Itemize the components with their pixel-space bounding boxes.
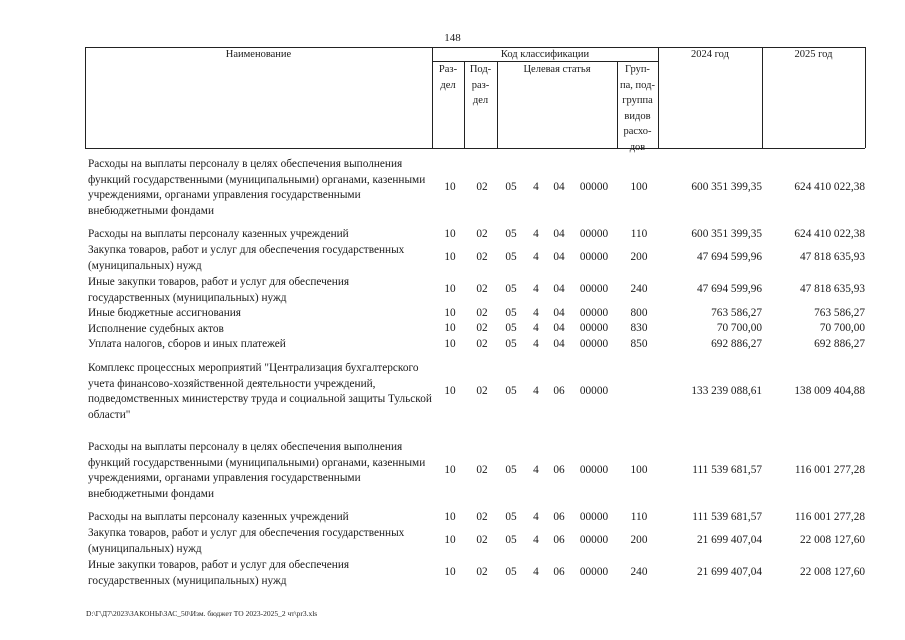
row-podrazdel: 02 [476, 251, 488, 263]
row-t2: 4 [533, 385, 539, 397]
row-t1: 05 [505, 228, 517, 240]
row-group: 200 [630, 251, 648, 263]
header-podrazdel: Под- раз- дел [469, 64, 492, 106]
header-razdel: Раз- дел [438, 64, 458, 91]
row-name: Закупка товаров, работ и услуг для обеспечения государственных (муниципальных) нужд [88, 527, 405, 555]
row-t2: 4 [533, 181, 539, 193]
row-razdel: 10 [444, 338, 456, 350]
row-y2024: 600 351 399,35 [691, 228, 762, 240]
row-t2: 4 [533, 322, 539, 334]
row-y2024: 133 239 088,61 [691, 385, 762, 397]
row-t1: 05 [505, 566, 517, 578]
row-podrazdel: 02 [476, 307, 488, 319]
header-code: Код классификации [500, 49, 590, 60]
row-razdel: 10 [444, 283, 456, 295]
row-t4: 00000 [579, 338, 609, 350]
row-name: Закупка товаров, работ и услуг для обеспечения государственных (муниципальных) нужд [88, 244, 405, 272]
row-t4: 00000 [579, 283, 609, 295]
row-t3: 04 [553, 322, 565, 334]
row-y2025: 47 818 635,93 [800, 283, 865, 295]
row-t1: 05 [505, 322, 517, 334]
row-podrazdel: 02 [476, 338, 488, 350]
row-y2024: 70 700,00 [716, 322, 762, 334]
row-name: Иные закупки товаров, работ и услуг для обеспечения государственных (муниципальных) нужд [88, 559, 350, 587]
row-t2: 4 [533, 338, 539, 350]
row-podrazdel: 02 [476, 228, 488, 240]
row-podrazdel: 02 [476, 511, 488, 523]
row-t1: 05 [505, 251, 517, 263]
row-t3: 04 [553, 228, 565, 240]
row-t1: 05 [505, 181, 517, 193]
row-podrazdel: 02 [476, 385, 488, 397]
row-group: 100 [630, 181, 648, 193]
row-y2025: 692 886,27 [814, 338, 865, 350]
row-t4: 00000 [579, 322, 609, 334]
row-name: Расходы на выплаты персоналу казенных учреждений [88, 511, 349, 523]
row-t3: 06 [553, 464, 565, 476]
row-podrazdel: 02 [476, 534, 488, 546]
row-razdel: 10 [444, 511, 456, 523]
row-t4: 00000 [579, 566, 609, 578]
row-t4: 00000 [579, 307, 609, 319]
header-2024: 2024 год [691, 49, 729, 60]
row-t4: 00000 [579, 511, 609, 523]
row-podrazdel: 02 [476, 283, 488, 295]
row-t3: 06 [553, 385, 565, 397]
row-name: Расходы на выплаты персоналу в целях обеспечения выполнения функций государственными (муниципальными) органами, казенными учреждениями, органами управления государственными внебюджетными фондами [88, 158, 426, 217]
row-t1: 05 [505, 283, 517, 295]
row-name: Исполнение судебных актов [88, 323, 224, 335]
row-t3: 04 [553, 251, 565, 263]
row-y2025: 116 001 277,28 [794, 511, 865, 523]
row-t4: 00000 [579, 385, 609, 397]
row-y2025: 763 586,27 [814, 307, 865, 319]
row-razdel: 10 [444, 534, 456, 546]
row-y2025: 138 009 404,88 [794, 385, 865, 397]
row-name: Расходы на выплаты персоналу казенных учреждений [88, 228, 349, 240]
row-y2024: 47 694 599,96 [697, 251, 762, 263]
row-group: 110 [630, 511, 648, 523]
row-y2024: 111 539 681,57 [692, 464, 762, 476]
file-path-footer: D:\Г\Д7\2023\ЗАКОНЫ\ЗАС_50\Изм. бюджет ТО 2023-2025_2 чт\pr3.xls [86, 609, 318, 618]
row-t4: 00000 [579, 534, 609, 546]
row-name: Расходы на выплаты персоналу в целях обеспечения выполнения функций государственными (муниципальными) органами, казенными учреждениями, органами управления государственными внебюджетными фондами [88, 441, 426, 500]
row-y2025: 624 410 022,38 [794, 181, 865, 193]
row-name: Уплата налогов, сборов и иных платежей [88, 338, 286, 350]
row-t1: 05 [505, 464, 517, 476]
row-group: 850 [630, 338, 648, 350]
row-t1: 05 [505, 385, 517, 397]
row-razdel: 10 [444, 251, 456, 263]
row-t2: 4 [533, 228, 539, 240]
row-t3: 04 [553, 181, 565, 193]
header-2025: 2025 год [794, 49, 833, 60]
row-t4: 00000 [579, 251, 609, 263]
row-t3: 04 [553, 307, 565, 319]
row-t2: 4 [533, 511, 539, 523]
row-t3: 04 [553, 283, 565, 295]
header-name: Наименование [225, 49, 292, 60]
row-t2: 4 [533, 307, 539, 319]
row-razdel: 10 [444, 464, 456, 476]
row-t1: 05 [505, 338, 517, 350]
row-t2: 4 [533, 566, 539, 578]
row-razdel: 10 [444, 385, 456, 397]
col-border-right [865, 47, 866, 148]
row-group: 800 [630, 307, 648, 319]
row-y2025: 116 001 277,28 [794, 464, 865, 476]
row-t4: 00000 [579, 228, 609, 240]
row-razdel: 10 [444, 307, 456, 319]
row-name: Иные закупки товаров, работ и услуг для обеспечения государственных (муниципальных) нужд [88, 276, 350, 304]
row-group: 110 [630, 228, 648, 240]
row-razdel: 10 [444, 566, 456, 578]
header-bottom-border [85, 148, 865, 149]
row-group: 200 [630, 534, 648, 546]
row-t3: 04 [553, 338, 565, 350]
row-t1: 05 [505, 534, 517, 546]
row-y2025: 624 410 022,38 [794, 228, 865, 240]
row-podrazdel: 02 [476, 566, 488, 578]
row-t4: 00000 [579, 181, 609, 193]
row-y2025: 22 008 127,60 [800, 534, 865, 546]
row-t2: 4 [533, 283, 539, 295]
row-y2024: 21 699 407,04 [697, 566, 762, 578]
row-t3: 06 [553, 511, 565, 523]
row-group: 100 [630, 464, 648, 476]
row-razdel: 10 [444, 228, 456, 240]
row-y2024: 21 699 407,04 [697, 534, 762, 546]
row-podrazdel: 02 [476, 181, 488, 193]
row-y2024: 692 886,27 [711, 338, 762, 350]
row-podrazdel: 02 [476, 464, 488, 476]
header-target: Целевая статья [523, 64, 591, 75]
row-razdel: 10 [444, 322, 456, 334]
row-name: Комплекс процессных мероприятий "Централизация бухгалтерского учета финансово-хозяйственной деятельности учреждений, подведомственных министерству труда и социальной защиты Тульской области" [88, 362, 432, 421]
row-razdel: 10 [444, 181, 456, 193]
page-number: 148 [444, 32, 461, 44]
row-y2025: 70 700,00 [819, 322, 865, 334]
row-y2024: 600 351 399,35 [691, 181, 762, 193]
row-t1: 05 [505, 307, 517, 319]
row-group: 240 [630, 283, 648, 295]
row-y2025: 22 008 127,60 [800, 566, 865, 578]
row-t3: 06 [553, 534, 565, 546]
row-podrazdel: 02 [476, 322, 488, 334]
row-y2024: 47 694 599,96 [697, 283, 762, 295]
row-t2: 4 [533, 534, 539, 546]
row-y2024: 763 586,27 [711, 307, 762, 319]
header-group: Груп- па, под- группа видов расхо- дов [620, 64, 655, 153]
row-t4: 00000 [579, 464, 609, 476]
row-group: 240 [630, 566, 648, 578]
row-group: 830 [630, 322, 648, 334]
row-t2: 4 [533, 464, 539, 476]
row-t1: 05 [505, 511, 517, 523]
row-y2024: 111 539 681,57 [692, 511, 762, 523]
row-t2: 4 [533, 251, 539, 263]
row-y2025: 47 818 635,93 [800, 251, 865, 263]
row-name: Иные бюджетные ассигнования [88, 307, 241, 319]
row-t3: 06 [553, 566, 565, 578]
